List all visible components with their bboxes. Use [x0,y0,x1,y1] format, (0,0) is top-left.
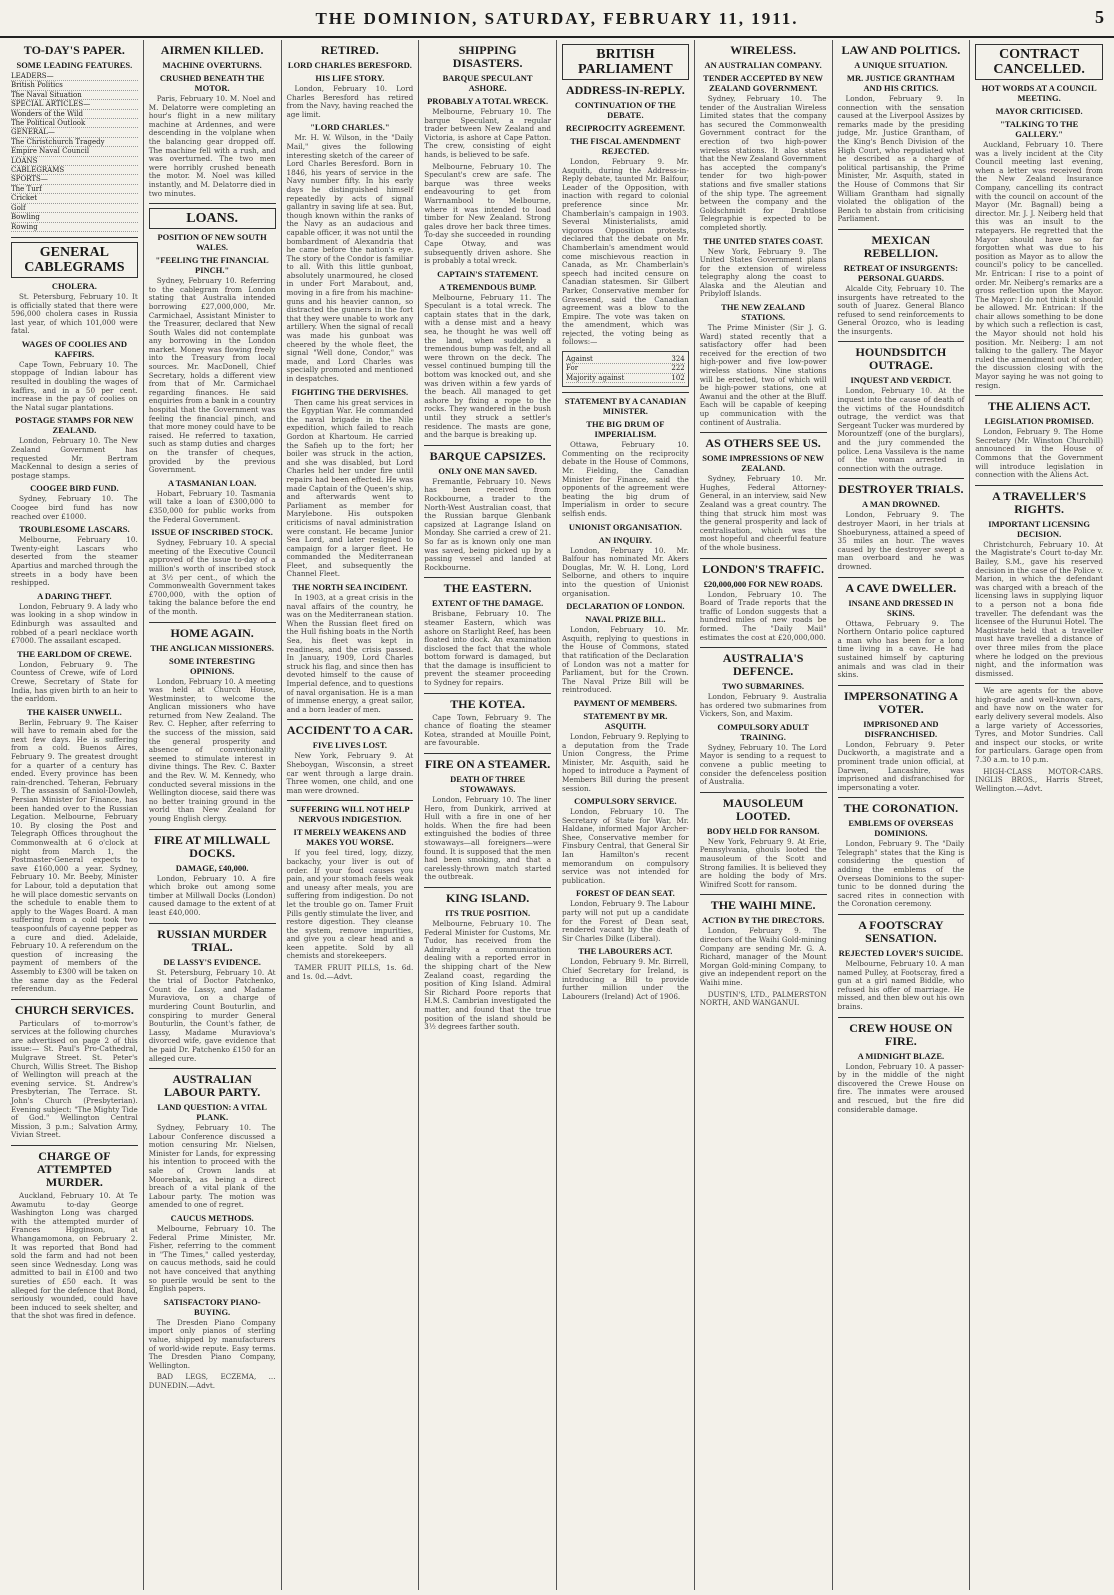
index-item: Bowling [11,213,138,222]
article-text: Berlin, February 9. The Kaiser will have to remain abed for the next few days. He is suffering from a cold. Buenos Aires, February 9. The greatest drought for a quarter of a century has ended. Every province has been rain-drenched. Teheran, February 9. The assassin of Saniol-Dowleh, Persian Minister for Finance, has been handed over to the Russian Legation. Melbourne, February 10. By closing the Post and Telegraph Offices throughout the Commonwealth at 6 o'clock at night from March 1, the Postmaster-General expects to save £160,000 a year. Sydney, February 10. Mr. Beeby, Minister for Labour, told a deputation that he will place domestic servants on the schedule to enable them to apply to the Wages Board. A man suffering from a cold took two teaspoonfuls of cayenne pepper as a cure and died. Adelaide, February 10. A referendum on the question of increasing the payment of members of the Assembly to £300 will be taken on the same day as the Federal referendum. [11,717,138,994]
index-item: LOANS [11,157,138,166]
index-item: British Politics [11,81,138,90]
article-text: London, February 9. The Labour party will not put up a candidate for the Forest of Dean seat, rendered vacant by the death of Sir Charles Dilke (Liberal). [562,899,689,943]
advertisement: TAMER FRUIT PILLS, 1s. 6d. and 1s. 0d.—Advt. [286,963,414,981]
article-text: Sydney, February 10. The Labour Conference discussed a motion censuring Mr. Nielsen, Minister for Lands, for expressing his intention to proceed with the sale of Crown lands at Moorebank, as being a direct breach of a vital plank of the Labour party. The motion was amended to one of regret. [148,1123,276,1210]
article-text: London, February 9. Australia has ordered two submarines from Vickers, Son, and Maxim. [699,692,827,719]
index-item: The Naval Situation [11,91,138,100]
article-text: London, February 10. Mr. Balfour has nominated Mr. Akers Douglas, Mr. W. H. Long, Lord Selborne, and others to inquire into the question of Unionist organisation. [562,545,689,598]
king-island-heading: KING ISLAND. [445,890,530,905]
column-4 [419,40,557,1590]
vote-row: Against 324 [566,355,685,364]
subhead: ITS TRUE POSITION. [445,907,531,918]
subhead: CRUSHED BENEATH THE MOTOR. [159,73,265,93]
crew-house-fire-heading: CREW HOUSE ON FIRE. [849,1020,953,1048]
subhead: IT MERELY WEAKENS AND MAKES YOU WORSE. [293,827,407,848]
article-text: Paris, February 10. M. Noel and M. Delatorre were completing an hour's flight in a new military machine at Ardennes, and were descending in the volplane when the balancing gear dropped off. The machine fell with a rush, and was overturned. The two men were horribly crushed beneath the motor. M. Noel was killed instantly, and M. Delatorre died in two minutes. [148,94,276,198]
subhead: POSITION OF NEW SOUTH WALES. [157,232,267,253]
as-others-see-us-heading: AS OTHERS SEE US. [705,436,821,451]
article-text: Alcalde City, February 10. The insurgents have retreated to the south of Juarez. General Blanco refused to send reinforcements to General Orozco, who is leading the insurgents. [837,283,965,336]
millwall-fire-heading: FIRE AT MILLWALL DOCKS. [154,832,271,860]
subhead: THE FISCAL AMENDMENT REJECTED. [570,136,681,156]
the-kotea-heading: THE KOTEA. [450,696,525,711]
article-text: London, February 10. A fire which broke out among some timber at Millwall Docks (London) caused damage to the extent of at least £40,000. [148,873,276,917]
subhead: EMBLEMS OF OVERSEAS DOMINIONS. [848,818,954,839]
subhead: MACHINE OVERTURNS. [162,60,262,70]
subhead: A UNIQUE SITUATION. [854,60,948,70]
subhead: CAUCUS METHODS. [170,1213,254,1224]
article-text: London, February 9. A lady who was looking in a shop window in Edinburgh was assaulted and robbed of a pearl necklace worth £7000. The assailant escaped. [11,601,138,646]
footscray-heading: A FOOTSCRAY SENSATION. [858,918,944,946]
article-text: Melbourne, February 10. The Federal Prime Minister, Mr. Fisher, referring to the comment in "The Times," called yesterday, on caucus methods, said he could not have conceived that anything so puerile would be sent to the English papers. [148,1224,276,1294]
londons-traffic-heading: LONDON'S TRAFFIC. [702,561,825,576]
attempted-murder-heading: CHARGE OF ATTEMPTED MURDER. [36,1149,112,1189]
column-8 [970,40,1108,1590]
index-item: GENERAL— [11,128,138,137]
article-text: Cape Town, February 9. The chance of floating the steamer Kotea, stranded at Mouille Point, are favourable. [424,712,551,748]
subhead: SATISFACTORY PIANO-BUYING. [163,1296,261,1317]
column-3 [282,40,420,1590]
subhead: STATEMENT BY A CANADIAN MINISTER. [564,396,687,417]
article-text: London, February 10. The Secretary of State for War, Mr. Haldane, informed Major Archer-Shee, Conservative member for Finsbury Central, that General Sir Ian Hamilton's recent memorandum on compulsory service was not intended for publication. [562,807,689,885]
article-text: Melbourne, February 10. The Federal Minister for Customs, Mr. Tudor, has received from the Admiralty a communication dealing with a reported error in the shipping chart of the New Zealand coast, regarding the position of King Island. Admiral Sir Richard Poore reports that H.M.S. Cambrian investigated the matter, and found that the true position of the island should be 3½ degrees farther south. [424,918,551,1032]
article-text: Ottawa, February 9. The Northern Ontario police captured a man who has been for a long time living in a cave. He had sustained himself by capturing animals and was clad in their skins. [837,618,965,680]
aliens-act-heading: THE ALIENS ACT. [988,399,1091,414]
subhead: CAPTAIN'S STATEMENT. [437,268,539,279]
article-text: Sydney, February 10. Referring to the cablegram from London stating that Australia intended borrowing £27,000,000, Mr. Carmichael, Assistant Minister to the Treasurer, declared that New South Wales did not contemplate any borrowing in the London market. Money was flowing freely into the Treasury from local sources. Mr. MacDonell, Chief Secretary, holds a different view from that of Mr. Carmichael regarding finances. He said enquiries from a bank in a country hospital that the Government was feeling the financial pinch, and that more money could have to be raised. He referred to taxation, such as stamp duties and charges on the transfer of cheques, provided by the previous Government. [148,276,276,475]
article-text: We are agents for the above high-grade and well-known cars, and have now on the water for early delivery several models. Also a large variety of Accessories, Tyres, and Motor Sundries. Call and inspect our stocks, or write for particulars. Garage open from 7.30 a.m. to 10 p.m. [975,686,1103,765]
advertisement: HIGH-CLASS MOTOR-CARS. INGLIS BROS., Harris Street, Wellington.—Advt. [975,766,1103,793]
column-2 [144,40,282,1590]
article-text: St. Petersburg, February 10. It is officially stated that there were 596,000 cholera cases in Russia last year, of which 101,000 were fatal. [11,291,138,336]
subhead: MR. JUSTICE GRANTHAM AND HIS CRITICS. [846,73,955,93]
impersonating-voter-heading: IMPERSONATING A VOTER. [843,688,958,716]
index-item: CABLEGRAMS [11,166,138,175]
subhead: POSTAGE STAMPS FOR NEW ZEALAND. [15,415,134,436]
subhead: CONTINUATION OF THE DEBATE. [574,100,676,120]
subhead: NAVAL PRIZE BILL. [585,614,666,625]
article-text: The Prime Minister (Sir J. G. Ward) stated recently that a satisfactory offer had been received for the erection of two high-power and five low-power wireless stations. Nine stations will be erected, two of which will be high-power stations, one at Awanui and the other at the Bluff. Each will be capable of keeping up communication with the continent of Australia. [699,323,827,427]
subhead: TROUBLESOME LASCARS. [19,524,130,535]
subhead: STATEMENT BY MR. ASQUITH. [583,710,668,731]
article-text: London, February 9. Replying to a deputation from the Trade Union Congress, the Prime Minister, Mr. Asquith, said he hoped to introduce a Payment of Members Bill during the present session. [562,731,689,793]
cave-dweller-heading: A CAVE DWELLER. [845,580,957,595]
index-item: LEADERS— [11,72,138,81]
article-text: London, February 10. At the inquest into the cause of death of the victims of the Houndsditch outrage, the verdict was that Sergeant Tucker was murdered by Morountzeff (one of the burglars), and the jury commended the police. Lena Vassileva is the name of the woman arrested in connection with the outrage. [837,386,965,473]
subhead: PROBABLY A TOTAL WRECK. [427,96,549,106]
subhead: COMPULSORY SERVICE. [574,796,677,807]
todays-paper-heading: TO-DAY'S PAPER. [23,43,125,57]
mausoleum-looted-heading: MAUSOLEUM LOOTED. [722,795,804,823]
waihi-mine-heading: THE WAIHI MINE. [710,898,816,913]
subhead: A TASMANIAN LOAN. [168,477,257,488]
advertisement: BAD LEGS, ECZEMA, ... DUNEDIN.—Advt. [148,1372,276,1390]
subhead: ACTION BY THE DIRECTORS. [702,915,825,926]
index-item: SPECIAL ARTICLES— [11,100,138,109]
article-text: Particulars of to-morrow's services at the following churches are advertised on page 2 of this issue:— St. Paul's Pro-Cathedral, Mulgrave Street. St. Peter's Church, Willis Street. The Bishop of Wellington will preach at the evening service. St. Andrew's Presbyterian, The Terrace. St. John's Church (Presbyterian). Evening subject: "The Mighty Tide of God." Wellington Central Mission, 3 p.m.; Salvation Army, Vivian Street. [11,1018,138,1140]
subhead: DECLARATION OF LONDON. [566,601,685,612]
article-text: Fremantle, February 10. News has been received from Rockbourne, a trader to the North-West Australian coast, that the Russian barque Glenbank capsized at Lagrange Island on Monday. She carried a crew of 21. So far as is known only one man was saved, being picked up by a passing vessel and landed at Rockbourne. [424,476,551,572]
article-text: In 1903, at a great crisis in the naval affairs of the country, he was on the Mediterranean station. When the Russian fleet fired on the Hull fishing boats in the North Sea, his fleet was kept in readiness, and the crisis passed. In January, 1909, Lord Charles struck his flag, and since then has devoted himself to the cause of Imperial defence, and to questions of naval organisation. He is a man of immense energy, a great sailor, and a born leader of men. [286,593,414,714]
article-text: Mr. H. W. Wilson, in the "Daily Mail," gives the following interesting sketch of the career of Lord Charles Beresford. Born in 1846, his years of service in the Navy number fifty. In his early days he distinguished himself repeatedly by acts of signal gallantry in saving life at sea. But, though known within the ranks of the Navy as an audacious and capable officer, it was not until the bombardment of Alexandria that he came before the nation's eye. The story of the Condor is familiar to all. With this little gunboat, absolutely unarmoured, he closed in under Fort Marabout, and, moving in a fire from his machine-guns and his heavier cannon, so distracted the gunners in the fort that they were unable to work any artillery. When the signal of recall was made his gunboat was cheered by the whole fleet, the signal "Well done, Condor," was made, and Lord Charles was specially promoted and mentioned in despatches. [286,133,414,383]
article-text: Sydney, February 10. A special meeting of the Executive Council approved of the issue to-day of a million's worth of inscribed stock at 3½ per cent., of which the Commonwealth Government takes £700,000, with the option of taking the balance before the end of the month. [148,538,276,616]
subhead: ISSUE OF INSCRIBED STOCK. [151,527,273,538]
subhead: THE LABOURERS ACT. [578,946,673,957]
article-text: London, February 10. A meeting was held at Church House, Westminster, to welcome the Anglican missioners who have returned from New Zealand. The Rev. C. Hepher, after referring to the success of the mission, said the general prosperity and absence of conventionality seemed to stimulate interest in divine things. The Rev. C. Baxter and the Rev. W. M. Kennedy, who conducted several missions in the Wellington diocese, said there was no better training ground in the world than New Zealand for young English clergy. [148,676,276,823]
article-text: London, February 9. The destroyer Maori, in her trials at Shoeburyness, attained a speed of 35 miles an hour. The waves caused by the destroyer swept a man overboard and he was drowned. [837,510,965,571]
vote-list [566,355,685,383]
article-text: Melbourne, February 10. The Speculant's crew are safe. The barque was three weeks endeavouring to get from Warrnambool to Melbourne, where it was intended to load timber for New Zealand. Strong gales drove her back three times. To-day she succeeded in rounding Cape Otway, and was subsequently driven ashore. She is probably a total wreck. [424,161,551,266]
law-and-politics-heading: LAW AND POLITICS. [841,43,961,57]
steamer-fire-heading: FIRE ON A STEAMER. [424,757,551,772]
subhead: INSANE AND DRESSED IN SKINS. [848,597,954,618]
general-cablegrams-heading: GENERAL CABLEGRAMS [11,242,138,278]
subhead: LEGISLATION PROMISED. [984,416,1094,427]
houndsditch-heading: HOUNDSDITCH OUTRAGE. [855,345,947,373]
article-text: London, February 9. The "Daily Telegraph" states that the King is considering the question of adding the emblems of the Overseas Dominions to the super-tunic to be donned during the sacred rites in connection with the Coronation ceremony. [837,839,965,909]
subhead: FIGHTING THE DERVISHES. [291,386,409,397]
column-5 [557,40,695,1590]
page-number: 5 [1095,7,1104,27]
subhead: REJECTED LOVER'S SUICIDE. [838,948,964,959]
index-item: The Political Outlook [11,119,138,128]
subhead: LORD CHARLES BERESFORD. [287,60,412,70]
masthead [0,0,1114,38]
subhead: HIS LIFE STORY. [315,73,385,83]
subhead: BODY HELD FOR RANSOM. [706,825,820,836]
index-item: Empire Naval Council [11,147,138,156]
subhead: £20,000,000 FOR NEW ROADS. [703,578,823,589]
subhead: THE UNITED STATES COAST. [703,235,823,246]
column-7 [833,40,971,1590]
subhead: DE LASSY'S EVIDENCE. [163,956,261,967]
article-text: London, February 9. The Countess of Crewe, wife of Lord Crewe, Secretary of State for India, has given birth to an heir to the earldom. [11,659,138,704]
subhead: CHOLERA. [51,280,97,291]
article-text: Brisbane, February 10. The steamer Eastern, which was ashore on Starlight Reef, has been floated into dock. An examination disclosed the fact that the whole bottom forward is damaged, but that the damage is insufficient to prevent the steamer proceeding to Sydney for repairs. [424,609,551,688]
subhead: UNIONIST ORGANISATION. [568,521,682,532]
article-text: Sydney, February 10. The Coogee bird fund has now reached over £1000. [11,494,138,521]
index-item: Rowing [11,223,138,232]
subhead: THE EARLDOM OF CREWE. [17,648,132,659]
column-6 [695,40,833,1590]
article-text: St. Petersburg, February 10. At the trial of Doctor Patchenko, Count de Lassy, and Madame Muraviova, on a charge of murdering Count Bouturlin, and conspiring to murder General Bouturlin, the Count's father, de Lassy, Madame Muraviova's divorced wife, gave evidence that he paid Dr. Patchenko £150 for an alleged cure. [148,967,276,1063]
subhead: THE BIG DRUM OF IMPERIALISM. [586,419,665,440]
article-text: London, February 9. Mr. Birrell, Chief Secretary for Ireland, is introducing a Bill to provide further million under the Labourers (Ireland) Act of 1906. [562,957,689,1001]
subhead: A MAN DROWNED. [862,499,940,510]
travellers-rights-heading: A TRAVELLER'S RIGHTS. [992,488,1087,516]
subhead: A TREMENDOUS BUMP. [439,281,537,292]
article-text: Melbourne, February 10. Twenty-eight Lascars who deserted from the steamer Apartius and marched through the streets in a body have been reshipped. [11,535,138,588]
article-text: London, February 9. The directors of the Waihi Gold-mining Company are sending Mr. G. A. Richard, manager of the Mount Morgan Gold-mining Company, to give an independent report on the Waihi mine. [699,926,827,987]
index-item: Golf [11,204,138,213]
subhead: LAND QUESTION: A VITAL PLANK. [157,1102,267,1123]
article-text: Melbourne, February 11. The Speculant is a total wreck. The captain states that in the dark, with a dense mist and a heavy sea, he thought he was well off the land, when suddenly a tremendous bump was felt, and all were thrown on the deck. The vessel continued bumping till the bottom was knocked out, and she was driven within a few yards of the beach. All managed to get ashore by fixing a rope to the rocks. They wandered in the bush until they struck a settler's residence. The masts are gone, and the barque is breaking up. [424,292,551,440]
advertisement: DUSTIN'S, LTD., PALMERSTON NORTH, AND WANGANUI. [699,989,827,1008]
destroyer-trials-heading: DESTROYER TRIALS. [838,482,964,497]
article-text: Christchurch, February 10. At the Magistrate's Court to-day Mr. Bailey, S.M., gave his reserved decision in the case of the Police v. Marion, in which the defendant was charged with a breach of the licensing laws in supplying liquor to a person not a bona fide traveller. The defendant was the licensee of the Hurunui Hotel. The Magistrate held that a traveller must have travelled a distance of over three miles from the place where he lodged on the previous night, and the information was dismissed. [975,539,1103,678]
article-text: Melbourne, February 10. The barque Speculant, a regular trader between New Zealand and Victoria, is ashore at Cape Patton. The crew, consisting of eight hands, is believed to be safe. [424,107,551,159]
article-text: London, February 10. The New Zealand Government has requested Mr. Bertram MacKennal to design a series of postage stamps. [11,436,138,480]
subhead: DEATH OF THREE STOWAWAYS. [450,774,526,795]
subhead: DAMAGE, £40,000. [175,862,249,873]
index-item: The Turf [11,185,138,194]
vote-row: For 222 [566,364,685,373]
subhead: MAYOR CRITICISED. [995,106,1083,116]
subhead: A MIDNIGHT BLAZE. [857,1050,945,1061]
article-text: Sydney, February 10. Mr. Hughes, Federal Attorney-General, in an interview, said New Zealand was a great country. The thing that struck him most was the general prosperity and lack of centralisation, which was the most hopeful and cheerful feature of the whole business. [699,474,827,552]
church-services-heading: CHURCH SERVICES. [14,1002,134,1017]
article-text: Sydney, February 10. The Lord Mayor is sending to a request to convene a public meeting to consider the defenceless position of Australia. [699,742,827,787]
subhead: RECIPROCITY AGREEMENT. [565,123,685,133]
article-text: London, February 9. Peter Duckworth, a magistrate and a prominent trade union official, at Darwen, Lancashire, was imprisoned and disfranchised for impersonating a voter. [837,739,965,792]
subhead: FIVE LIVES LOST. [312,740,387,751]
contract-cancelled-heading: CONTRACT CANCELLED. [975,44,1103,80]
article-text: Melbourne, February 10. A man named Pulley, at Footscray, fired a gun at a girl named Biddle, who refused his offer of marriage. He missed, and then blew out his own brains. [837,959,965,1011]
subhead: A DARING THEFT. [37,590,112,601]
article-text: Auckland, February 10. There was a lively incident at the City Council meeting last evening, when a letter was received from the New Zealand Insurance Company, cancelling its contract with the council on account of the Mayor (Mr. Bagnall) being a director. Mr. J. J. Neiberg held that this was an insult to the ratepayers. He regretted that the Mayor should have so far forgotten what was due to his position as Mayor as to allow the council's policy to be cancelled. Mr. Entrican: I rise to a point of order. Mr. Neiberg's remarks are a gross reflection upon the Mayor. The Mayor: I do not think it should be allowed. Mr. Entrican: If the chair allows something to be done by which such a reflection is cast, the Mayor should not hold his position. Mr. Neiberg: I am not talking to the gallery. The Mayor ruled the amendment out of order, the discussion closing with the Mayor saying he was not going to resign. [975,140,1103,390]
article-text: London, February 9. In connection with the sensation caused at the Liverpool Assizes by remarks made by the presiding judge, Mr. Justice Grantham, of the King's Bench Division of the High Court, who repudiated what he described as a charge of political partisanship, the Prime Minister, Mr. Asquith, stated in the House of Commons that Sir William Grantham had signally violated the obligation of the Bench to abstain from criticising Parliament. [837,94,965,224]
features-subhead: SOME LEADING FEATURES. [16,60,133,70]
subhead: "LORD CHARLES." [310,122,390,133]
subhead: THE NEW ZEALAND STATIONS. [721,302,806,323]
barque-capsizes-heading: BARQUE CAPSIZES. [429,448,546,463]
subhead: IMPORTANT LICENSING DECISION. [988,518,1090,539]
airmen-killed-heading: AIRMEN KILLED. [160,43,264,57]
subhead: THE NORTH SEA INCIDENT. [292,582,408,593]
article-text: London, February 9. Mr. Asquith, during the Address-in-Reply debate, taunted Mr. Balfour, Leader of the Opposition, with inaction with regard to colonial preference since Mr. Chamberlain's campaign in 1903. Several Ministerialists, amid vigorous Opposition protests, declared that the debate on Mr. Chamberlain's amendment would come mischievous reaction in Canada, as Mr. Chamberlain's speech had incited censure on Canadian statesmen. Sir Gilbert Parker, Conservative member for Gravesend, said the Canadian agreement was a blow to the Empire. The vote was taken on the amendment, which was rejected, the voting being as follows:— [562,157,689,347]
subhead: PAYMENT OF MEMBERS. [573,697,677,708]
article-text: London, February 10. The Board of Trade reports that the traffic of London suggests that a hundred miles of new roads be formed. The "Daily Mail" estimates the cost at £20,000,000. [699,589,827,642]
subhead: AN INQUIRY. [598,534,652,545]
labour-party-heading: AUSTRALIAN LABOUR PARTY. [163,1072,261,1100]
address-in-reply-heading: ADDRESS-IN-REPLY. [565,83,685,97]
subhead: SOME IMPRESSIONS OF NEW ZEALAND. [702,453,825,474]
columns [6,40,1108,1590]
article-text: London, February 10. Mr. Asquith, replying to questions in the House of Commons, stated that ratification of the Declaration of London was not a matter for Parliament, but for the Crown. The Naval Prize Bill will be reintroduced. [562,625,689,695]
subhead: FOREST OF DEAN SEAT. [575,888,675,899]
subhead: "FEELING THE FINANCIAL PINCH." [155,255,269,276]
article-text: Ottawa, February 10. Commenting on the reciprocity debate in the House of Commons, Mr. Fielding, the Canadian Minister for Finance, said the opponents of the agreement were beating the big drum of Imperialism in order to secure selfish ends. [562,440,689,519]
article-text: New York, February 9. At Sheboygan, Wisconsin, a street car went through a large drain. Three women, one child, and one man were drowned. [286,751,414,795]
subhead: AN AUSTRALIAN COMPANY. [704,60,822,70]
division-result [562,351,689,387]
subhead: SUFFERING WILL NOT HELP NERVOUS INDIGESTION. [290,804,410,825]
subhead: SOME INTERESTING OPINIONS. [169,655,256,676]
article-text: London, February 10. The liner Hero, from Dunkirk, arrived at Hull with a fire in one of her holds. When the fire had been extinguished the bodies of three stowaways—all foreigners—were found. It is supposed that the men had been smoking, and that a carelessly-thrown match started the outbreak. [424,795,551,882]
home-again-heading: HOME AGAIN. [170,625,254,640]
mexican-rebellion-heading: MEXICAN REBELLION. [863,232,939,260]
article-text: Hobart, February 10. Tasmania will take a loan of £300,000 to £350,000 for public works from the Federal Government. [148,488,276,524]
article-text: London, February 10. A passer-by in the middle of the night discovered the Crewe House on fire. The inmates were aroused and rescued, but the fire did considerable damage. [837,1061,965,1114]
retired-heading: RETIRED. [321,43,379,57]
article-text: Cape Town, February 10. The stoppage of Indian labour has resulted in doubling the wages of kaffirs, and in a 50 per cent. increase in the pay of coolies on the Natal sugar plantations. [11,359,138,412]
contents-index [11,72,138,232]
russian-trial-heading: RUSSIAN MURDER TRIAL. [157,926,267,954]
british-parliament-heading: BRITISH PARLIAMENT [562,44,689,80]
article-text: Auckland, February 10. At Te Awamutu to-day George Washington Long was charged with the attempted murder of Frances Higginson, at Whangamomona, on February 2. It was reported that Bond had sold the farm and had not been seen since Wednesday. Long was admitted to bail in £100 and two sureties of £50 each. It was alleged for the defence that Bond, seriously wounded, could have been induced to seek shelter, and that the shot was fired in defence. [11,1191,138,1321]
coronation-heading: THE CORONATION. [843,801,959,816]
index-item: SPORTS— [11,175,138,184]
column-1 [6,40,144,1590]
subhead: EXTENT OF THE DAMAGE. [431,598,544,609]
article-text: New York, February 9. The United States Government plans for the extension of wireless telegraphy along the coast to Alaska and the Aleutian and Pribyloff Islands. [699,246,827,299]
subhead: ONLY ONE MAN SAVED. [438,465,537,476]
subhead: THE ANGLICAN MISSIONERS. [150,642,274,653]
article-text: London, February 10. Lord Charles Beresford has retired from the Navy, having reached the age limit. [286,84,414,119]
car-accident-heading: ACCIDENT TO A CAR. [286,723,413,738]
subhead: HOT WORDS AT A COUNCIL MEETING. [981,83,1097,103]
article-text: Sydney, February 10. The tender of the Australian Wireless Limited states that the company has secured the Commonwealth Government contract for the erection of two high-power wireless stations. It also states that the New Zealand Government has accepted the company's tender for two high-power stations and five smaller stations of the ship type. The agreement between the company and the Goldschmidt for Drahtlose Telegraphie is expected to be completed shortly. [699,94,827,232]
subhead: IMPRISONED AND DISFRANCHISED. [863,718,939,739]
wireless-heading: WIRELESS. [730,43,796,57]
subhead: THE KAISER UNWELL. [27,706,122,717]
subhead: WAGES OF COOLIES AND KAFFIRS. [21,338,127,359]
article-text: New York, February 9. At Erie, Pennsylvania, ghouls looted the mausoleum of the Scott and Strong families. It is believed they are holding the body of Mrs. Winifred Scott for ransom. [699,836,827,889]
index-item: Wonders of the Wild [11,110,138,119]
loans-heading: LOANS. [149,208,276,229]
subhead: TENDER ACCEPTED BY NEW ZEALAND GOVERNMENT. [703,73,824,93]
the-eastern-heading: THE EASTERN. [443,581,532,596]
australias-defence-heading: AUSTRALIA'S DEFENCE. [722,651,804,679]
subhead: BARQUE SPECULANT ASHORE. [442,73,533,93]
subhead: TWO SUBMARINES. [722,681,804,692]
article-text: London, February 9. The Home Secretary (Mr. Winston Churchill) announced in the House of Commons that the Government will introduce legislation in connection with the Aliens Act. [975,427,1103,480]
article-text: The Dresden Piano Company import only pianos of sterling value, shipped by manufacturers of world-wide repute. Easy terms. The Dresden Piano Company, Wellington. [148,1317,276,1370]
article-text: Then came his great services in the Egyptian War. He commanded the naval brigade in the Nile expedition, which failed to reach Gordon at Khartoum. He carried the Safieh up to the fort; her boiler was struck in the action, and she was disabled, but Lord Charles held her under fire until repairs had been effected. He was made Captain of the Queen's ship, and afterwards went to Parliament as member for Marylebone. His outspoken criticisms of naval administration were constant. He became Junior Sea Lord, and later resigned to campaign for a larger fleet. He commanded the Mediterranean Fleet, and subsequently the Channel Fleet. [286,397,414,579]
subhead: RETREAT OF INSURGENTS: PERSONAL GUARDS. [843,262,958,283]
subhead: INQUEST AND VERDICT. [850,375,952,386]
newspaper-title: THE DOMINION, SATURDAY, FEBRUARY 11, 1911. [315,9,799,28]
index-item: Cricket [11,194,138,203]
index-item: The Christchurch Tragedy [11,138,138,147]
subhead: COOGEE BIRD FUND. [30,483,119,494]
shipping-disasters-heading: SHIPPING DISASTERS. [452,43,523,70]
vote-row: Majority against 102 [566,373,685,382]
subhead: COMPULSORY ADULT TRAINING. [717,721,809,742]
subhead: "TALKING TO THE GALLERY." [999,119,1079,139]
article-text: If you feel tired, logy, dizzy, backachy, your liver is out of order. If your food causes you pain, and your stomach feels weak and uneasy after meals, you are suffering from indigestion. Do not let the trouble go on. Tamer Fruit Pills gently stimulate the liver, and restore digestion. They cleanse the system, remove impurities, and give you a clear head and a keen appetite. Sold by all chemists and storekeepers. [286,848,414,961]
